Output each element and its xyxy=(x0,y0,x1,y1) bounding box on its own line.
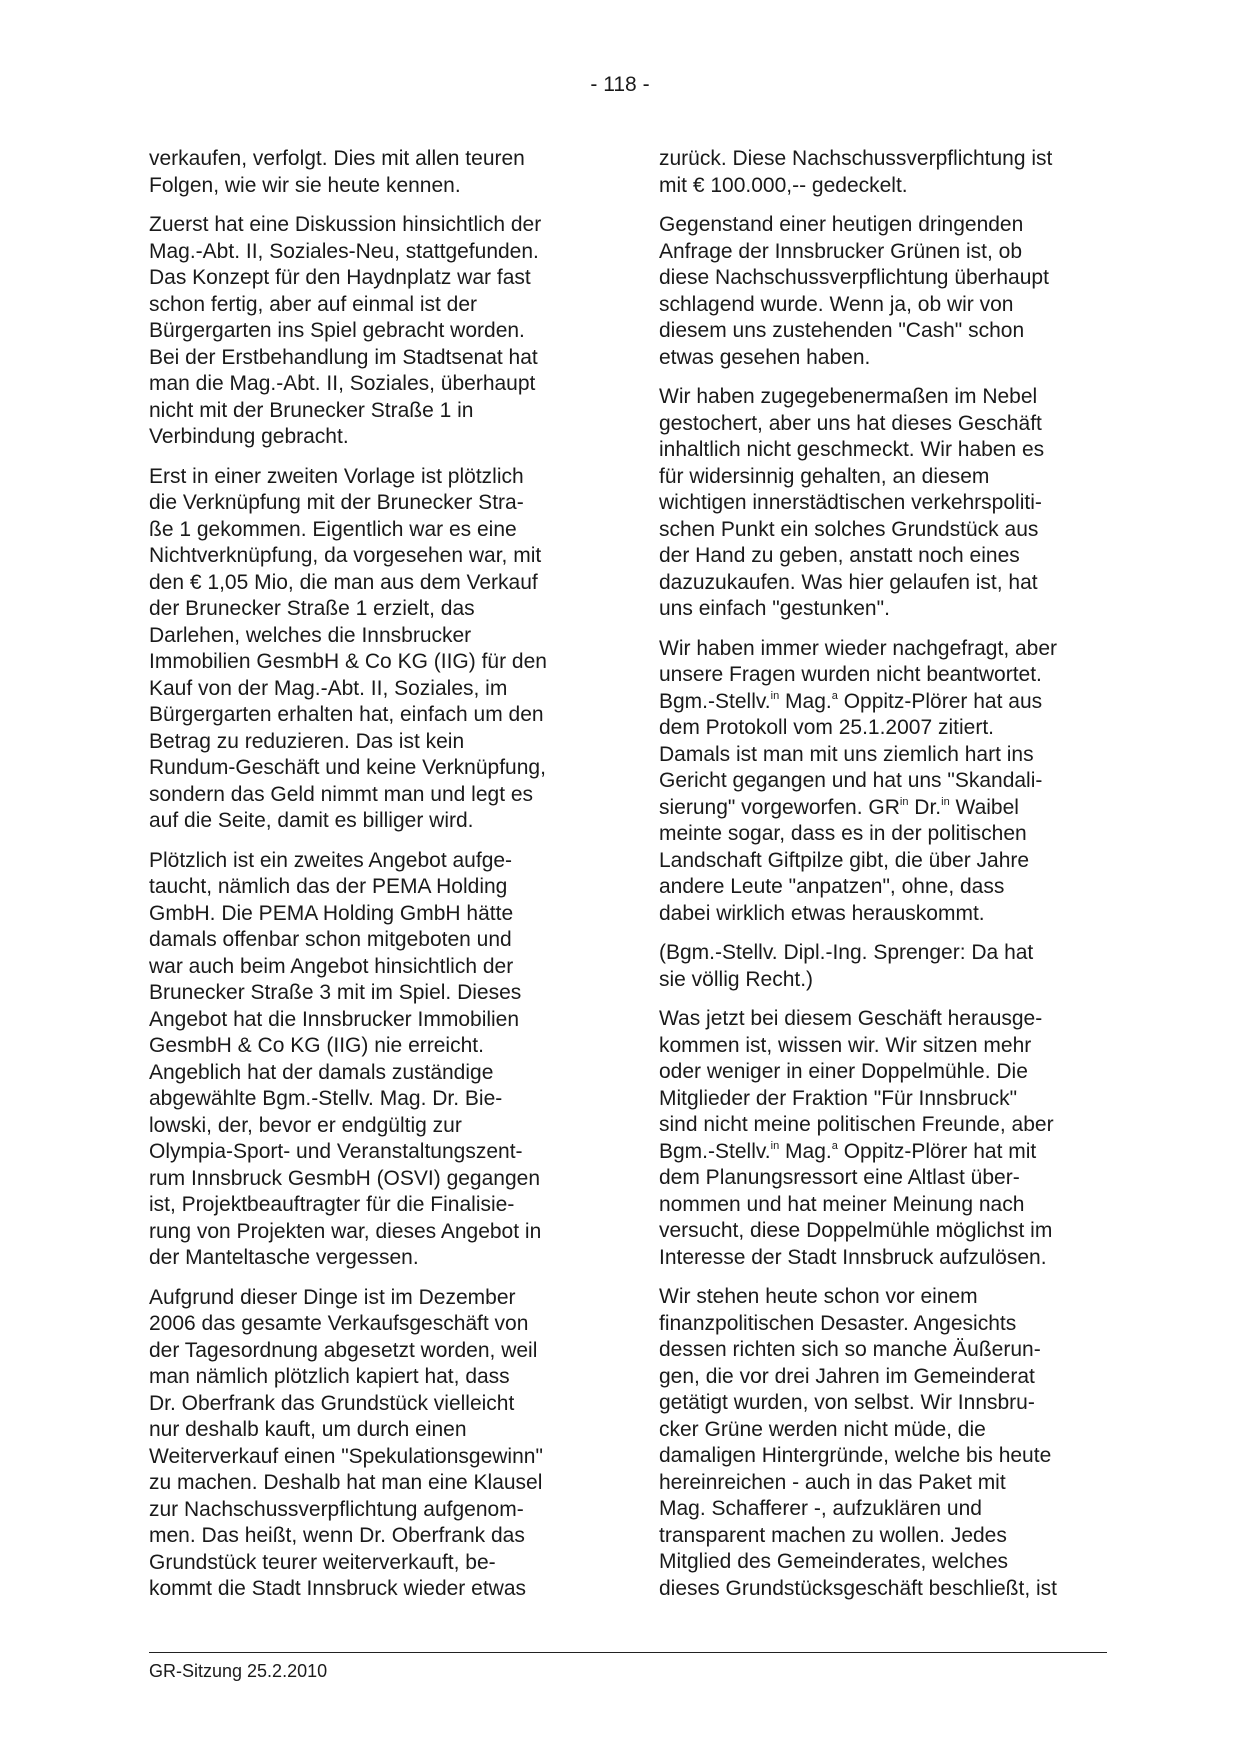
superscript: in xyxy=(770,1139,780,1152)
text-line: Gericht gegangen und hat uns "Skandali- xyxy=(659,769,1043,792)
text-line: für widersinnig gehalten, an diesem xyxy=(659,464,990,488)
text-line: taucht, nämlich das der PEMA Holding xyxy=(149,875,508,898)
text-line: 2006 das gesamte Verkaufsgeschäft von xyxy=(149,1312,529,1335)
text-line: Interesse der Stadt Innsbruck aufzulösen. xyxy=(659,1245,1047,1269)
text-line: Immobilien GesmbH & Co KG (IIG) für den xyxy=(149,650,547,673)
text-line: Weiterverkauf einen "Spekulationsgewinn" xyxy=(149,1444,543,1468)
text-line: gen, die vor drei Jahren im Gemeinderat xyxy=(659,1364,1035,1388)
text-line: Darlehen, welches die Innsbrucker xyxy=(149,623,472,647)
text-segment: Mag. xyxy=(779,1139,832,1163)
text-line: unsere Fragen wurden nicht beantwortet. xyxy=(659,663,1042,686)
text-line: diesem uns zustehenden "Cash" schon xyxy=(659,319,1025,342)
text-line: getätigt wurden, von selbst. Wir Innsbru- xyxy=(659,1391,1035,1414)
text-line: GesmbH & Co KG (IIG) nie erreicht. xyxy=(149,1034,484,1057)
text-line: oder weniger in einer Doppelmühle. Die xyxy=(659,1060,1028,1083)
text-line: Bürgergarten ins Spiel gebracht worden. xyxy=(149,319,525,342)
text-line: Angebot hat die Innsbrucker Immobilien xyxy=(149,1007,520,1031)
text-line: dem Protokoll vom 25.1.2007 zitiert. xyxy=(659,716,994,739)
text-line: Kauf von der Mag.-Abt. II, Soziales, im xyxy=(149,676,508,700)
text-line: der Manteltasche vergessen. xyxy=(149,1246,419,1269)
text-segment: Oppitz-Plörer hat mit xyxy=(837,1139,1037,1163)
text-line: schon fertig, aber auf einmal ist der xyxy=(149,292,478,316)
paragraph xyxy=(149,146,609,199)
text-line: Was jetzt bei diesem Geschäft herausge- xyxy=(659,1007,1043,1030)
text-segment: Dr. xyxy=(908,795,942,819)
text-line: der Tagesordnung abgesetzt worden, weil xyxy=(149,1338,538,1362)
text-line: Mag. Schafferer -, aufzuklären und xyxy=(659,1497,982,1520)
text-line: Mag.-Abt. II, Soziales-Neu, stattgefunden. xyxy=(149,239,539,263)
left-column xyxy=(149,146,609,1616)
text-line: andere Leute "anpatzen", ohne, dass xyxy=(659,875,1005,898)
text-segment: Waibel xyxy=(949,795,1019,819)
text-line: Verbindung gebracht. xyxy=(149,425,349,448)
paragraph xyxy=(659,384,1119,623)
text-line: Dr. Oberfrank das Grundstück vielleicht xyxy=(149,1391,515,1415)
paragraph xyxy=(659,1006,1119,1271)
text-line: dabei wirklich etwas herauskommt. xyxy=(659,901,985,925)
text-line: auf die Seite, damit es billiger wird. xyxy=(149,809,474,832)
text-line: Anfrage der Innsbrucker Grünen ist, ob xyxy=(659,239,1023,263)
text-line: meinte sogar, dass es in der politischen xyxy=(659,822,1027,845)
text-line: Mitglied des Gemeinderates, welches xyxy=(659,1550,1009,1573)
page-number: - 118 - xyxy=(590,73,650,96)
text-line: hereinreichen - auch in das Paket mit xyxy=(659,1470,1006,1494)
text-line: man nämlich plötzlich kapiert hat, dass xyxy=(149,1365,510,1388)
text-line: abgewählte Bgm.-Stellv. Mag. Dr. Bie- xyxy=(149,1087,503,1110)
text-line: die Verknüpfung mit der Brunecker Stra- xyxy=(149,491,524,514)
superscript: in xyxy=(941,795,950,808)
text-line: kommt die Stadt Innsbruck wieder etwas xyxy=(149,1577,526,1600)
text-line: GmbH. Die PEMA Holding GmbH hätte xyxy=(149,901,514,925)
text-line: dessen richten sich so manche Äußerun- xyxy=(659,1338,1041,1361)
text-line: sind nicht meine politischen Freunde, aber xyxy=(659,1113,1054,1136)
text-line: Bei der Erstbehandlung im Stadtsenat hat xyxy=(149,345,538,369)
text-line: Olympia-Sport- und Veranstaltungszent- xyxy=(149,1140,523,1163)
text-segment: Mag. xyxy=(779,689,832,713)
text-line: Aufgrund dieser Dinge ist im Dezember xyxy=(149,1285,516,1309)
text-line: zu machen. Deshalb hat man eine Klausel xyxy=(149,1471,543,1494)
text-line: Gegenstand einer heutigen dringenden xyxy=(659,213,1024,236)
text-line: ße 1 gekommen. Eigentlich war es eine xyxy=(149,517,517,541)
right-column xyxy=(659,146,1119,1615)
text-line: etwas gesehen haben. xyxy=(659,345,871,369)
text-line: Folgen, wie wir sie heute kennen. xyxy=(149,173,461,197)
text-line: man die Mag.-Abt. II, Soziales, überhaupt xyxy=(149,372,536,395)
text-line: rung von Projekten war, dieses Angebot in xyxy=(149,1219,542,1243)
text-line: war auch beim Angebot hinsichtlich der xyxy=(149,954,514,978)
paragraph xyxy=(659,636,1119,928)
text-line: kommen ist, wissen wir. Wir sitzen mehr xyxy=(659,1033,1032,1057)
text-line: Bürgergarten erhalten hat, einfach um den xyxy=(149,703,544,726)
text-line: Das Konzept für den Haydnplatz war fast xyxy=(149,266,531,289)
text-line: der Hand zu geben, anstatt noch eines xyxy=(659,544,1020,567)
text-line xyxy=(659,689,1119,716)
text-line: wichtigen innerstädtischen verkehrspoliti- xyxy=(659,491,1042,514)
text-segment: Bgm.-Stellv. xyxy=(659,689,771,713)
text-line: Brunecker Straße 3 mit im Spiel. Dieses xyxy=(149,981,522,1004)
superscript: in xyxy=(899,795,909,808)
paragraph xyxy=(659,146,1119,199)
text-line: der Brunecker Straße 1 erzielt, das xyxy=(149,597,475,620)
text-line: den € 1,05 Mio, die man aus dem Verkauf xyxy=(149,570,538,594)
text-line: Nichtverknüpfung, da vorgesehen war, mit xyxy=(149,544,542,567)
text-line xyxy=(659,795,1119,822)
text-line: Wir haben immer wieder nachgefragt, aber xyxy=(659,636,1058,660)
text-line: versucht, diese Doppelmühle möglichst im xyxy=(659,1219,1053,1242)
text-line: Landschaft Giftpilze gibt, die über Jahre xyxy=(659,848,1030,872)
text-line: Grundstück teurer weiterverkauft, be- xyxy=(149,1550,496,1574)
text-line: verkaufen, verfolgt. Dies mit allen teuren xyxy=(149,147,525,170)
text-line: Angeblich hat der damals zuständige xyxy=(149,1060,494,1084)
footer-session-date: GR-Sitzung 25.2.2010 xyxy=(149,1661,328,1681)
text-line: Zuerst hat eine Diskussion hinsichtlich der xyxy=(149,213,542,236)
superscript: in xyxy=(770,689,780,702)
text-line xyxy=(659,1139,1119,1166)
text-segment: Bgm.-Stellv. xyxy=(659,1139,771,1163)
superscript: a xyxy=(831,689,838,702)
text-line: men. Das heißt, wenn Dr. Oberfrank das xyxy=(149,1524,525,1547)
footer-divider xyxy=(149,1652,1107,1653)
text-line: nommen und hat meiner Meinung nach xyxy=(659,1192,1025,1216)
text-line: finanzpolitischen Desaster. Angesichts xyxy=(659,1311,1017,1335)
text-line: sie völlig Recht.) xyxy=(659,967,814,991)
paragraph xyxy=(659,940,1119,993)
paragraph xyxy=(149,1285,609,1603)
paragraph xyxy=(149,848,609,1272)
superscript: a xyxy=(831,1139,838,1152)
text-line: Betrag zu reduzieren. Das ist kein xyxy=(149,729,465,753)
text-line: damaligen Hintergründe, welche bis heute xyxy=(659,1444,1052,1467)
text-line: Wir haben zugegebenermaßen im Nebel xyxy=(659,385,1038,408)
text-line: mit € 100.000,-- gedeckelt. xyxy=(659,173,908,197)
text-segment: Oppitz-Plörer hat aus xyxy=(837,689,1043,713)
text-line: uns einfach "gestunken". xyxy=(659,597,890,620)
text-line: cker Grüne werden nicht müde, die xyxy=(659,1417,986,1441)
text-line: (Bgm.-Stellv. Dipl.-Ing. Sprenger: Da hat xyxy=(659,941,1034,964)
text-line: dazuzukaufen. Was hier gelaufen ist, hat xyxy=(659,570,1038,594)
text-line: diese Nachschussverpflichtung überhaupt xyxy=(659,266,1049,289)
text-segment: sierung" vorgeworfen. GR xyxy=(659,795,900,819)
text-line: dem Planungsressort eine Altlast über- xyxy=(659,1166,1020,1189)
text-line: Plötzlich ist ein zweites Angebot aufge- xyxy=(149,848,513,872)
text-line: schlagend wurde. Wenn ja, ob wir von xyxy=(659,292,1014,316)
text-line: Wir stehen heute schon vor einem xyxy=(659,1285,978,1308)
text-line: zur Nachschussverpflichtung aufgenom- xyxy=(149,1497,524,1521)
text-line: nicht mit der Brunecker Straße 1 in xyxy=(149,398,474,422)
text-line: Mitglieder der Fraktion "Für Innsbruck" xyxy=(659,1086,1018,1110)
text-line: zurück. Diese Nachschussverpflichtung ist xyxy=(659,147,1053,170)
text-line: lowski, der, bevor er endgültig zur xyxy=(149,1113,462,1137)
text-line: gestochert, aber uns hat dieses Geschäft xyxy=(659,411,1042,435)
text-line: ist, Projektbeauftragter für die Finalisie- xyxy=(149,1193,515,1216)
text-line: inhaltlich nicht geschmeckt. Wir haben es xyxy=(659,438,1045,461)
paragraph xyxy=(659,212,1119,371)
paragraph xyxy=(659,1284,1119,1602)
text-line: Erst in einer zweiten Vorlage ist plötzlich xyxy=(149,464,524,488)
text-line: nur deshalb kauft, um durch einen xyxy=(149,1418,467,1441)
text-line: transparent machen zu wollen. Jedes xyxy=(659,1523,1007,1547)
text-line: schen Punkt ein solches Grundstück aus xyxy=(659,517,1039,541)
text-line: rum Innsbruck GesmbH (OSVI) gegangen xyxy=(149,1166,541,1190)
paragraph xyxy=(149,464,609,835)
paragraph xyxy=(149,212,609,451)
text-line: Damals ist man mit uns ziemlich hart ins xyxy=(659,742,1034,766)
text-line: damals offenbar schon mitgeboten und xyxy=(149,928,512,951)
text-line: Rundum-Geschäft und keine Verknüpfung, xyxy=(149,756,546,779)
text-line: sondern das Geld nimmt man und legt es xyxy=(149,782,534,806)
text-line: dieses Grundstücksgeschäft beschließt, ist xyxy=(659,1576,1058,1600)
